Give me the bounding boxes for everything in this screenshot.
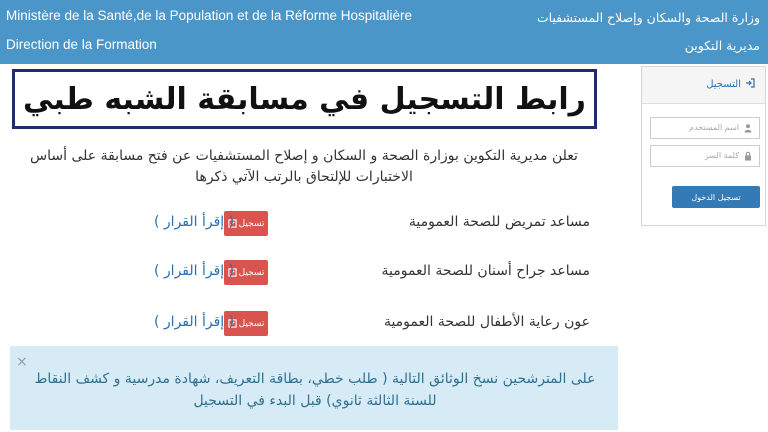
username-placeholder: اسم المستخدم bbox=[689, 123, 739, 132]
login-submit-button[interactable]: تسجيل الدخول bbox=[672, 186, 760, 208]
password-placeholder: كلمة السر bbox=[704, 151, 739, 160]
position-row bbox=[150, 260, 590, 286]
position-row bbox=[150, 211, 590, 237]
read-decision-link[interactable]: ( إقرأ القرار ) bbox=[154, 214, 235, 230]
position-row bbox=[150, 311, 590, 337]
password-input[interactable] bbox=[650, 145, 760, 167]
position-label: عون رعاية الأطفال للصحة العمومية bbox=[383, 314, 590, 330]
read-decision-link[interactable]: ( إقرأ القرار ) bbox=[154, 263, 235, 279]
intro-text: تعلن مديرية التكوين بوزارة الصحة و السكان و إصلاح المستشفيات عن فتح مسابقة على أساس الاختبارات للإلتحاق بالرتب الآتي ذكرها bbox=[30, 148, 578, 185]
login-panel-header bbox=[642, 67, 765, 104]
title-banner bbox=[12, 69, 597, 129]
register-button-label: تسجيل bbox=[238, 218, 265, 229]
register-button-label: تسجيل bbox=[238, 318, 265, 329]
close-icon[interactable]: × bbox=[16, 354, 28, 370]
sign-in-icon bbox=[745, 78, 755, 88]
read-decision-link[interactable]: ( إقرأ القرار ) bbox=[154, 314, 235, 330]
position-label: مساعد تمريض للصحة العمومية bbox=[408, 214, 590, 230]
username-input[interactable] bbox=[650, 117, 760, 139]
alert-text: على المترشحين نسخ الوثائق التالية ( طلب خطي، بطاقة التعريف، شهادة مدرسية و كشف النقاط للسنة الثالثة ثانوي) قبل البدء في التسجيل bbox=[34, 371, 596, 409]
login-title: التسجيل bbox=[706, 79, 741, 90]
position-label: مساعد جراح أسنان للصحة العمومية bbox=[381, 263, 590, 279]
banner-title: رابط التسجيل في مسابقة الشبه طبي bbox=[23, 81, 586, 117]
register-button-label: تسجيل bbox=[238, 267, 265, 278]
user-icon bbox=[743, 123, 753, 133]
directorate-name-fr: Direction de la Formation bbox=[6, 37, 157, 52]
login-panel bbox=[641, 66, 766, 226]
documents-alert bbox=[10, 346, 618, 430]
ministry-name-fr: Ministère de la Santé,de la Population et de la Réforme Hospitalière bbox=[6, 8, 412, 23]
ministry-name-ar: وزارة الصحة والسكان وإصلاح المستشفيات bbox=[536, 10, 760, 25]
lock-icon bbox=[743, 151, 753, 161]
directorate-name-ar: مديرية التكوين bbox=[684, 38, 760, 53]
site-header bbox=[0, 0, 768, 64]
